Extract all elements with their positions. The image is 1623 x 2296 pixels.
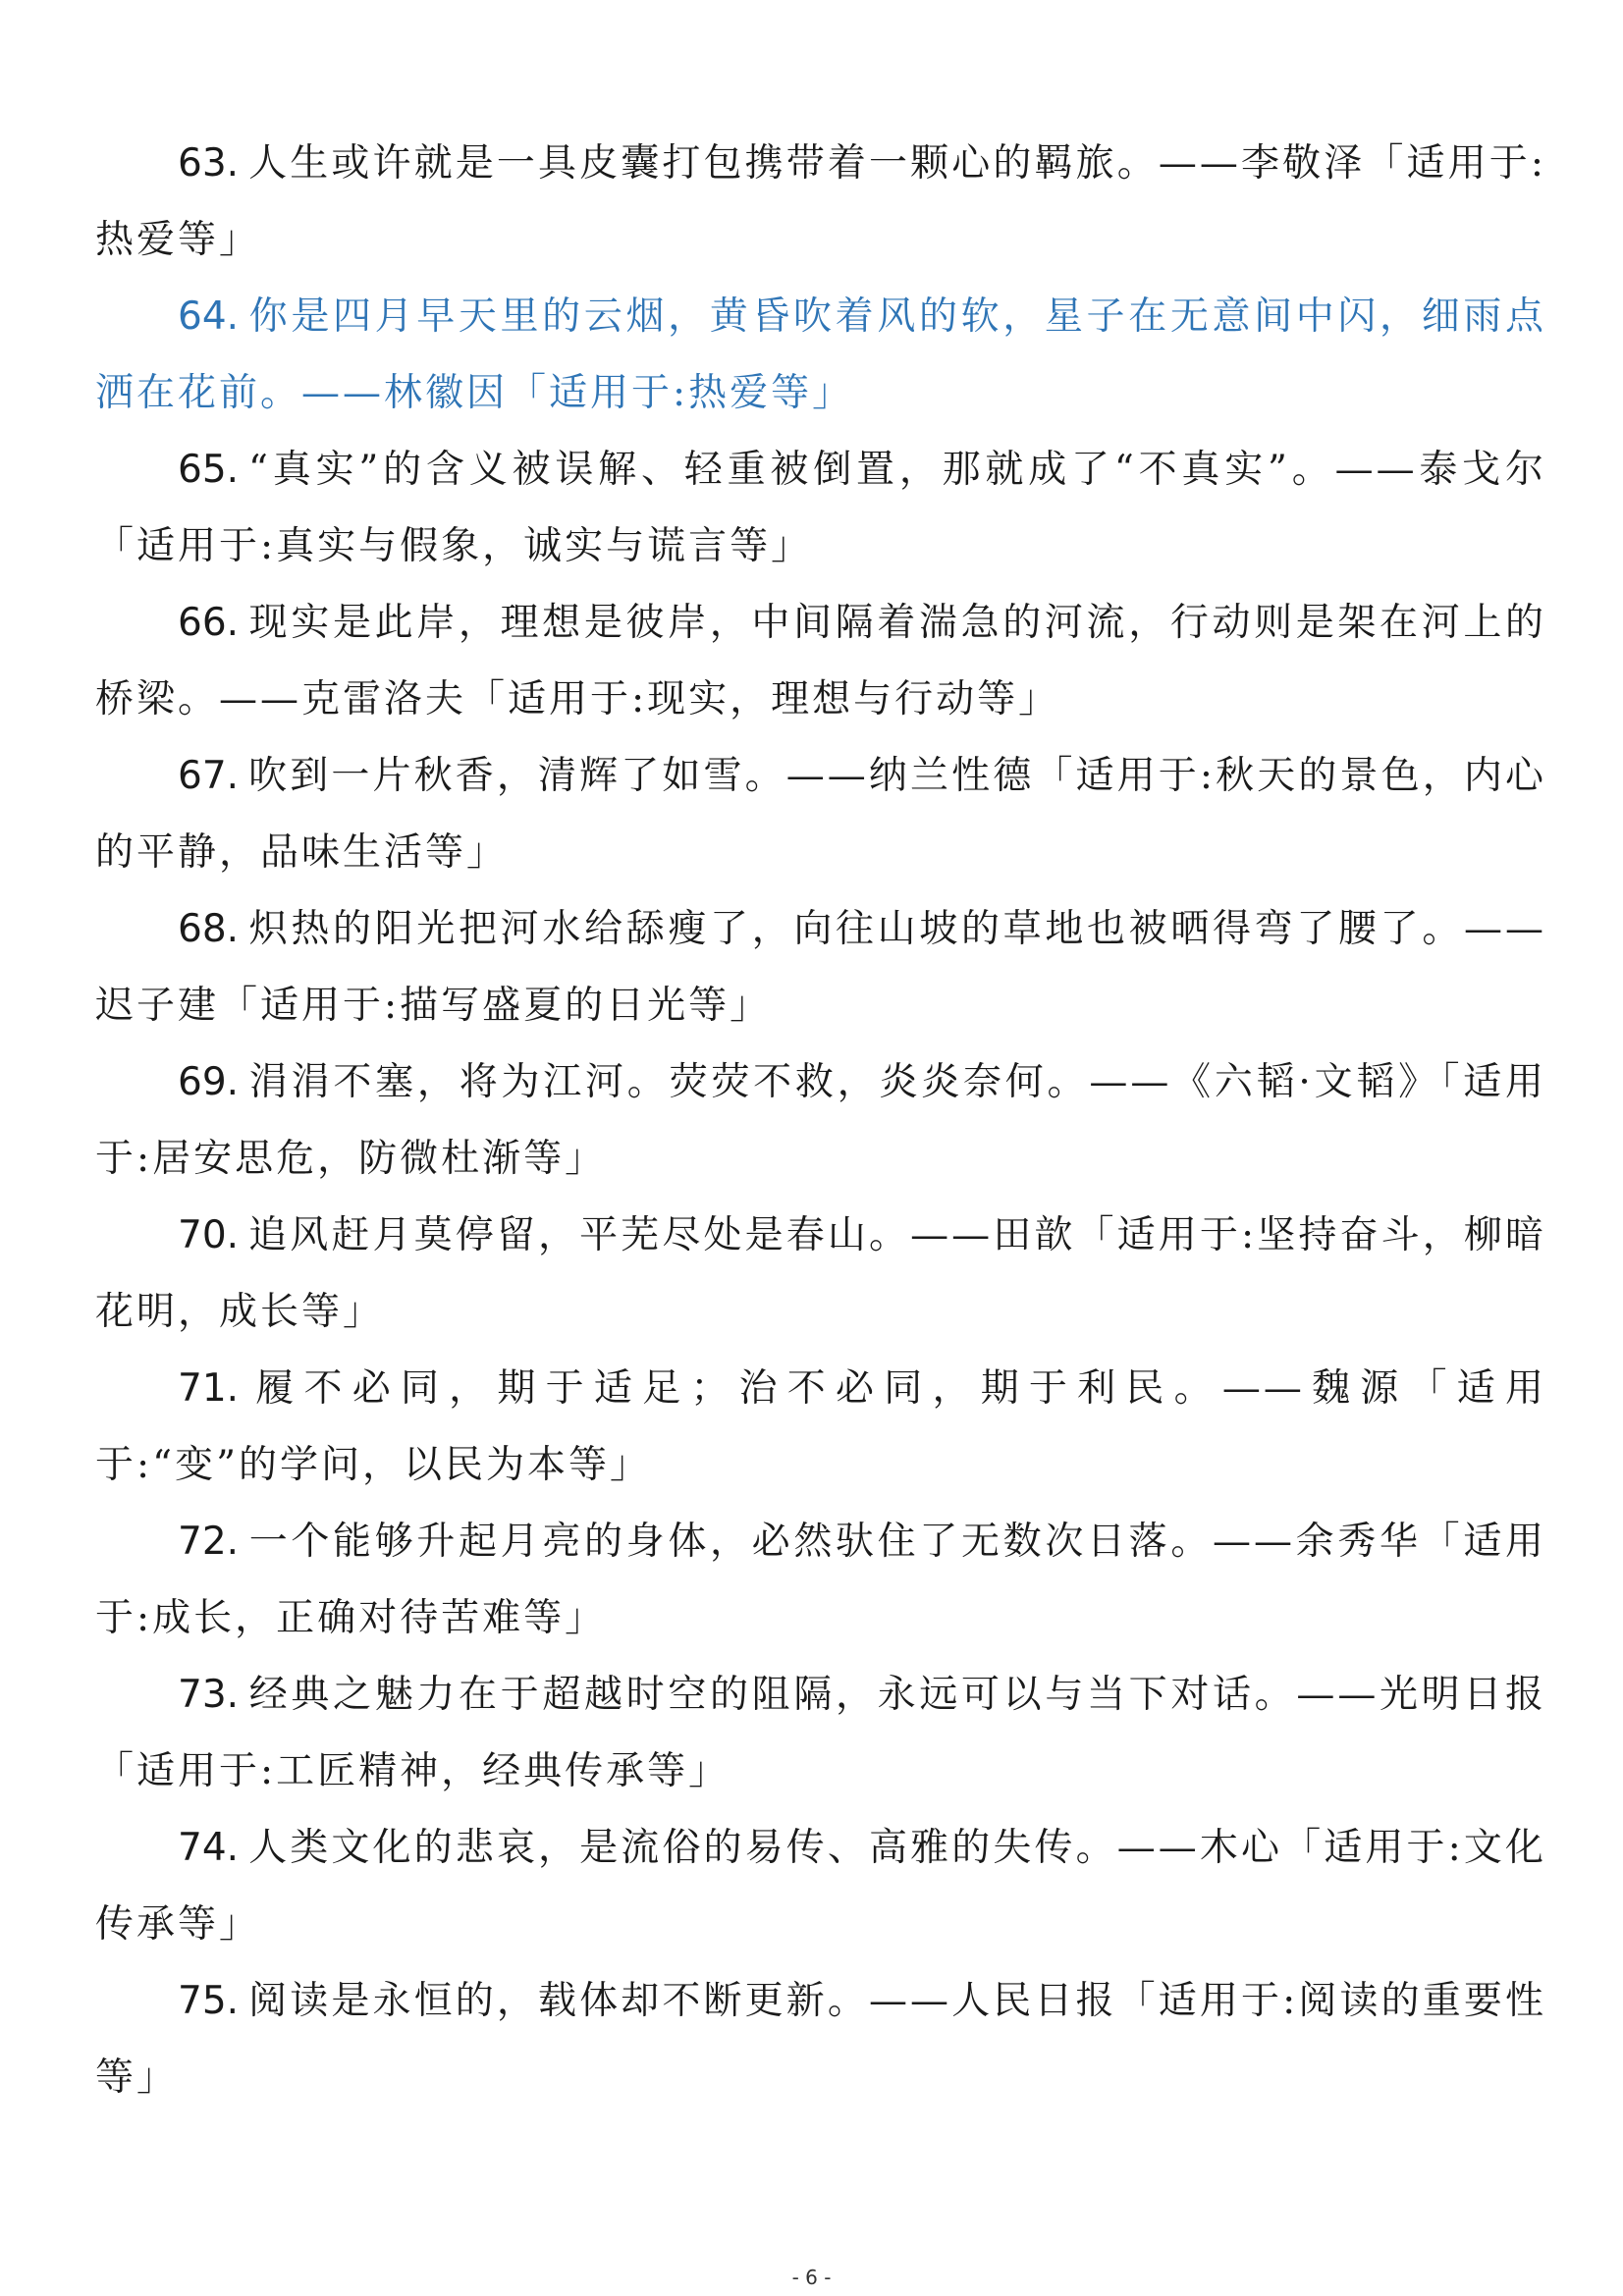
quote-entry bbox=[95, 1810, 1546, 1963]
entry-text: 你是四月早天里的云烟，黄昏吹着风的软，星子在无意间中闪，细雨点洒在花前。——林徽因「适用于:热爱等」 bbox=[95, 294, 1546, 415]
quote-entry bbox=[95, 1504, 1546, 1657]
entry-text: 吹到一片秋香，清辉了如雪。——纳兰性德「适用于:秋天的景色，内心的平静，品味生活等」 bbox=[95, 754, 1546, 875]
quote-entry bbox=[95, 1657, 1546, 1810]
entry-text: 一个能够升起月亮的身体，必然驮住了无数次日落。——余秀华「适用于:成长，正确对待苦难等」 bbox=[95, 1520, 1546, 1640]
quote-entry bbox=[95, 1044, 1546, 1198]
entry-number: 63. bbox=[178, 141, 240, 186]
entry-number: 68. bbox=[178, 907, 240, 951]
entry-text: “真实”的含义被误解、轻重被倒置，那就成了“不真实”。——泰戈尔「适用于:真实与假象，诚实与谎言等」 bbox=[95, 448, 1546, 568]
quote-entry bbox=[95, 738, 1546, 891]
quote-entry-highlighted bbox=[95, 279, 1546, 432]
entry-number: 66. bbox=[178, 601, 240, 645]
entry-number: 75. bbox=[178, 1979, 240, 2023]
entry-number: 73. bbox=[178, 1673, 240, 1717]
page-number: - 6 - bbox=[791, 2266, 832, 2289]
entry-text: 履不必同，期于适足；治不必同，期于利民。——魏源「适用于:“变”的学问，以民为本等」 bbox=[95, 1366, 1546, 1487]
entry-text: 追风赶月莫停留，平芜尽处是春山。——田歆「适用于:坚持奋斗，柳暗花明，成长等」 bbox=[95, 1213, 1546, 1334]
entry-text: 现实是此岸，理想是彼岸，中间隔着湍急的河流，行动则是架在河上的桥梁。——克雷洛夫「适用于:现实，理想与行动等」 bbox=[95, 601, 1546, 721]
entry-number: 69. bbox=[178, 1060, 240, 1104]
entry-text: 人生或许就是一具皮囊打包携带着一颗心的羁旅。——李敬泽「适用于:热爱等」 bbox=[95, 141, 1546, 262]
quote-entry bbox=[95, 1963, 1546, 2116]
quote-entry bbox=[95, 585, 1546, 738]
entry-text: 阅读是永恒的，载体却不断更新。——人民日报「适用于:阅读的重要性等」 bbox=[95, 1979, 1546, 2100]
quote-entry bbox=[95, 891, 1546, 1044]
quote-entry bbox=[95, 1198, 1546, 1351]
entry-text: 经典之魅力在于超越时空的阻隔，永远可以与当下对话。——光明日报「适用于:工匠精神，经典传承等」 bbox=[95, 1673, 1546, 1793]
quote-entry bbox=[95, 126, 1546, 279]
quote-entry bbox=[95, 1351, 1546, 1504]
entry-number: 71. bbox=[178, 1366, 240, 1411]
entry-text: 涓涓不塞，将为江河。荧荧不救，炎炎奈何。——《六韬·文韬》「适用于:居安思危，防微杜渐等」 bbox=[95, 1060, 1546, 1181]
entry-text: 炽热的阳光把河水给舔瘦了，向往山坡的草地也被晒得弯了腰了。——迟子建「适用于:描写盛夏的日光等」 bbox=[95, 907, 1546, 1028]
entry-number: 64. bbox=[178, 294, 240, 339]
quote-entry bbox=[95, 432, 1546, 585]
entry-number: 74. bbox=[178, 1826, 240, 1870]
entry-number: 67. bbox=[178, 754, 240, 798]
entry-number: 72. bbox=[178, 1520, 240, 1564]
quote-list bbox=[95, 126, 1546, 2116]
entry-number: 65. bbox=[178, 448, 240, 492]
entry-text: 人类文化的悲哀，是流俗的易传、高雅的失传。——木心「适用于:文化传承等」 bbox=[95, 1826, 1546, 1947]
entry-number: 70. bbox=[178, 1213, 240, 1257]
